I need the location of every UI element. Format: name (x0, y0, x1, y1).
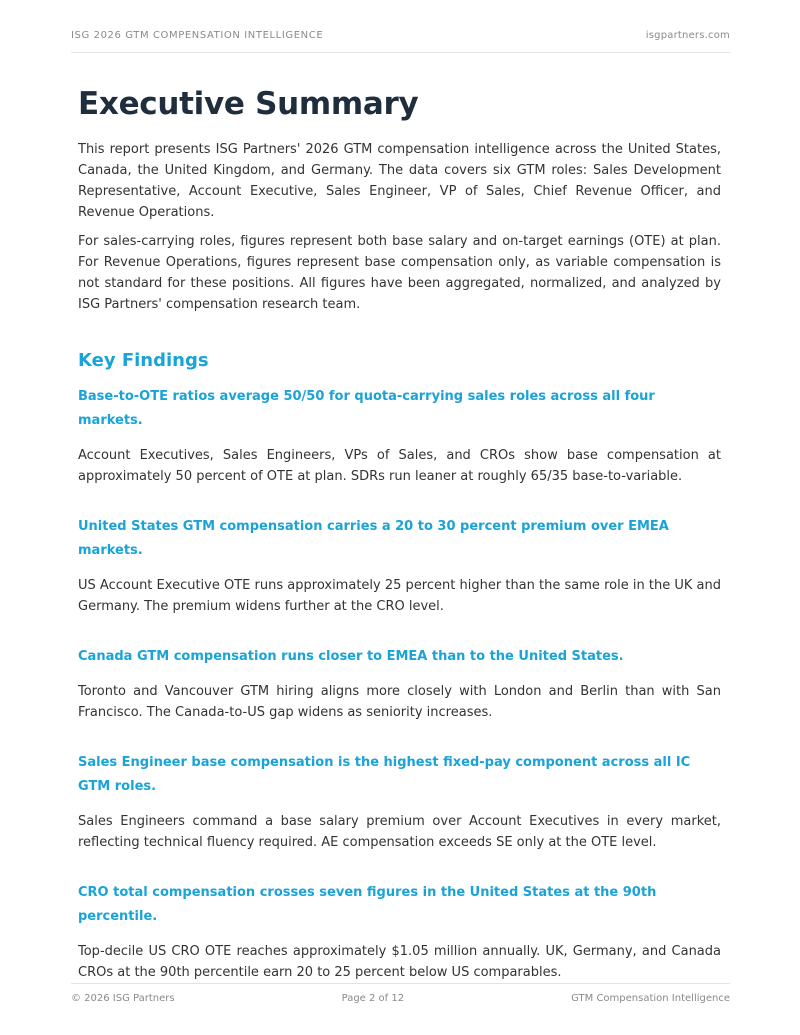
finding-title: Sales Engineer base compensation is the highest fixed-pay component across all IC GTM roles. (78, 754, 691, 794)
finding-item (78, 881, 721, 983)
page-title: Executive Summary (78, 86, 419, 122)
finding-body: Toronto and Vancouver GTM hiring aligns more closely with London and Berlin than with San Francisco. The Canada-to-US gap widens as seniority increases. (78, 683, 721, 720)
running-header (71, 30, 730, 53)
finding-item (78, 385, 721, 487)
finding-body: US Account Executive OTE runs approximately 25 percent higher than the same role in the UK and Germany. The premium widens further at the CRO level. (78, 577, 721, 614)
key-findings-heading: Key Findings (78, 350, 209, 372)
page-content (78, 86, 721, 1011)
document-name: GTM Compensation Intelligence (571, 993, 730, 1004)
running-footer (71, 983, 730, 1004)
intro-paragraph: This report presents ISG Partners' 2026 GTM compensation intelligence across the United States, Canada, the United Kingdom, and Germany. The data covers six GTM roles: Sales Development Representative, Account Executive, Sales Engineer, VP of Sales, Chief Revenue Officer, and Revenue Operations. (78, 142, 721, 221)
page-number: Page 2 of 12 (341, 993, 405, 1004)
finding-title: United States GTM compensation carries a 20 to 30 percent premium over EMEA markets. (78, 518, 669, 558)
document-label: ISG 2026 GTM COMPENSATION INTELLIGENCE (71, 30, 324, 41)
finding-item (78, 515, 721, 617)
finding-item (78, 645, 721, 723)
finding-title: Canada GTM compensation runs closer to EMEA than to the United States. (78, 648, 624, 664)
site-url[interactable]: isgpartners.com (645, 30, 730, 41)
finding-item (78, 751, 721, 853)
finding-body: Top-decile US CRO OTE reaches approximately $1.05 million annually. UK, Germany, and Canada CROs at the 90th percentile earn 20 to 25 percent below US comparables. (78, 943, 721, 980)
finding-title: CRO total compensation crosses seven figures in the United States at the 90th percentile. (78, 884, 657, 924)
finding-body: Sales Engineers command a base salary premium over Account Executives in every market, reflecting technical fluency required. AE compensation exceeds SE only at the OTE level. (78, 813, 721, 850)
intro-paragraph: For sales-carrying roles, figures represent both base salary and on-target earnings (OTE) at plan. For Revenue Operations, figures represent base compensation only, as variable compensation is not standard for these positions. All figures have been aggregated, normalized, and analyzed by ISG Partners' compensation research team. (78, 234, 721, 313)
finding-title: Base-to-OTE ratios average 50/50 for quota-carrying sales roles across all four markets. (78, 388, 655, 428)
copyright: © 2026 ISG Partners (71, 993, 175, 1004)
finding-body: Account Executives, Sales Engineers, VPs of Sales, and CROs show base compensation at approximately 50 percent of OTE at plan. SDRs run leaner at roughly 65/35 base-to-variable. (78, 447, 721, 484)
